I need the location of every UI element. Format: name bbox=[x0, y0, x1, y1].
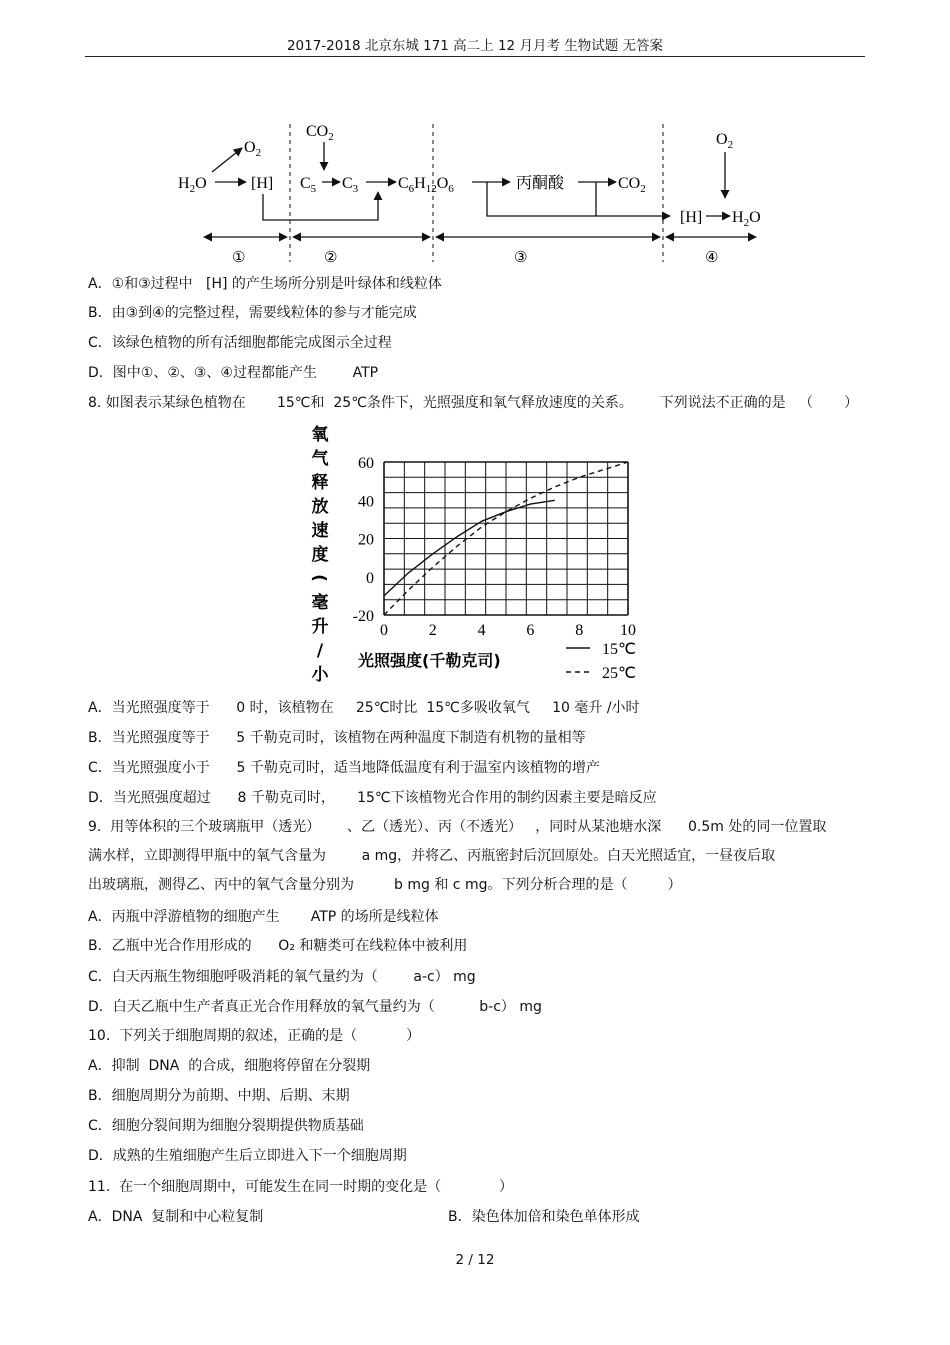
x-tick-label: 10 bbox=[620, 622, 636, 639]
oxygen-release-chart bbox=[300, 418, 660, 686]
q9-option-d: D．白天乙瓶中生产者真正光合作用释放的氧气量约为（ b-c） mg bbox=[88, 999, 542, 1015]
y-tick-label: -20 bbox=[352, 608, 374, 625]
h2o-left-label: $H_2O$ bbox=[178, 175, 207, 195]
chart-grid bbox=[384, 462, 628, 615]
x-tick-label: 8 bbox=[575, 622, 584, 639]
page-header: 2017-2018 北京东城 171 高二上 12 月月考 生物试题 无答案 bbox=[85, 36, 865, 57]
q9-line-1: 9. 用等体积的三个玻璃瓶甲（透光） 、乙（透光）、丙（不透光） ，同时从某池塘水深 0.5m 处的同一位置取 bbox=[88, 819, 827, 835]
q8-option-d: D．当光照强度超过 8 千勒克司时， 15℃下该植物光合作用的制约因素主要是暗反应 bbox=[88, 790, 657, 806]
q11-stem: 11. 在一个细胞周期中，可能发生在同一时期的变化是（ ） bbox=[88, 1179, 514, 1195]
o2-right-label: $O_2$ bbox=[716, 131, 734, 151]
q10-option-d: D．成熟的生殖细胞产生后立即进入下一个细胞周期 bbox=[88, 1148, 407, 1164]
o2-left-label: $O_2$ bbox=[244, 139, 262, 159]
y-tick-label: 20 bbox=[358, 531, 374, 549]
q11-option-b: B．染色体加倍和染色单体形成 bbox=[448, 1209, 640, 1225]
stage-4-label: ④ bbox=[705, 248, 719, 266]
y-axis-label bbox=[309, 424, 330, 686]
legend-label: 25℃ bbox=[602, 665, 636, 682]
q7-option-a: A．①和③过程中 [H] 的产生场所分别是叶绿体和线粒体 bbox=[88, 276, 442, 292]
x-tick-label: 0 bbox=[380, 622, 388, 639]
q7-option-c: C．该绿色植物的所有活细胞都能完成图示全过程 bbox=[88, 335, 392, 351]
q10-option-c: C．细胞分裂间期为细胞分裂期提供物质基础 bbox=[88, 1118, 364, 1134]
y-tick-label: 40 bbox=[358, 493, 374, 511]
y-label-char: 气 bbox=[311, 449, 329, 469]
q8-stem: 8. 如图表示某绿色植物在 15℃和 25℃条件下，光照强度和氧气释放速度的关系。 下列说法不正确的是 （ ） bbox=[88, 395, 859, 411]
q9-option-c: C．白天丙瓶生物细胞呼吸消耗的氧气量约为（ a-c） mg bbox=[88, 969, 476, 985]
stage-1-label: ① bbox=[232, 248, 246, 266]
h-left-label: [H] bbox=[251, 175, 274, 192]
q9-line-3: 出玻璃瓶，测得乙、丙中的氧气含量分别为 b mg 和 c mg。下列分析合理的是（ ） bbox=[88, 877, 682, 893]
y-label-char: 升 bbox=[311, 617, 329, 637]
q10-option-b: B．细胞周期分为前期、中期、后期、末期 bbox=[88, 1088, 350, 1104]
q9-line-2: 满水样，立即测得甲瓶中的氧气含量为 a mg，并将乙、丙瓶密封后沉回原处。白天光照适宜，一昼夜后取 bbox=[88, 848, 776, 864]
y-label-char: 小 bbox=[311, 665, 329, 685]
q7-option-d: D．图中①、②、③、④过程都能产生 ATP bbox=[88, 365, 379, 381]
h2o-right-label: $H_2O$ bbox=[732, 209, 761, 229]
chart-legend bbox=[566, 641, 636, 682]
y-label-char: 释 bbox=[311, 473, 329, 493]
legend-label: 15℃ bbox=[602, 641, 636, 658]
pyruvate-label: 丙酮酸 bbox=[516, 173, 565, 192]
y-label-char: / bbox=[316, 641, 324, 661]
c3-label: $C_3$ bbox=[342, 175, 359, 195]
x-tick-label: 6 bbox=[526, 622, 535, 639]
y-label-char: ( bbox=[309, 574, 329, 582]
q11-option-a: A．DNA 复制和中心粒复制 bbox=[88, 1209, 264, 1225]
y-tick-label: 60 bbox=[358, 455, 374, 472]
stage-2-label: ② bbox=[324, 248, 338, 266]
page-number: 2 / 12 bbox=[455, 1252, 495, 1268]
co2-top-label: $CO_2$ bbox=[306, 123, 334, 143]
q9-option-b: B．乙瓶中光合作用形成的 O₂ 和糖类可在线粒体中被利用 bbox=[88, 938, 468, 954]
chart-ticks bbox=[353, 455, 636, 639]
q10-stem: 10. 下列关于细胞周期的叙述，正确的是（ ） bbox=[88, 1028, 421, 1044]
series-line-15℃ bbox=[384, 500, 555, 596]
co2-right-label: $CO_2$ bbox=[618, 175, 646, 195]
y-label-char: 放 bbox=[311, 497, 329, 517]
y-label-char: 氧 bbox=[311, 425, 329, 445]
metabolism-diagram bbox=[160, 112, 800, 272]
y-label-char: 度 bbox=[311, 545, 329, 565]
y-tick-label: 0 bbox=[366, 569, 374, 587]
y-label-char: 速 bbox=[311, 521, 329, 541]
q8-option-c: C．当光照强度小于 5 千勒克司时，适当地降低温度有利于温室内该植物的增产 bbox=[88, 760, 600, 776]
c5-label: $C_5$ bbox=[300, 175, 317, 195]
stage-3-label: ③ bbox=[514, 248, 528, 266]
glucose-label: $C_6H_{12}O_6$ bbox=[398, 175, 454, 195]
x-tick-label: 2 bbox=[428, 622, 437, 639]
q7-option-b: B．由③到④的完整过程，需要线粒体的参与才能完成 bbox=[88, 305, 417, 321]
q9-option-a: A．丙瓶中浮游植物的细胞产生 ATP 的场所是线粒体 bbox=[88, 909, 439, 925]
h-right-label: [H] bbox=[680, 209, 703, 226]
q8-option-a: A．当光照强度等于 0 时，该植物在 25℃时比 15℃多吸收氧气 10 毫升 /小时 bbox=[88, 700, 640, 716]
x-tick-label: 4 bbox=[477, 622, 486, 639]
q10-option-a: A．抑制 DNA 的合成，细胞将停留在分裂期 bbox=[88, 1058, 371, 1074]
y-label-char: 毫 bbox=[311, 593, 329, 613]
q8-option-b: B．当光照强度等于 5 千勒克司时，该植物在两种温度下制造有机物的量相等 bbox=[88, 730, 586, 746]
x-axis-label: 光照强度(千勒克司) bbox=[358, 651, 501, 670]
